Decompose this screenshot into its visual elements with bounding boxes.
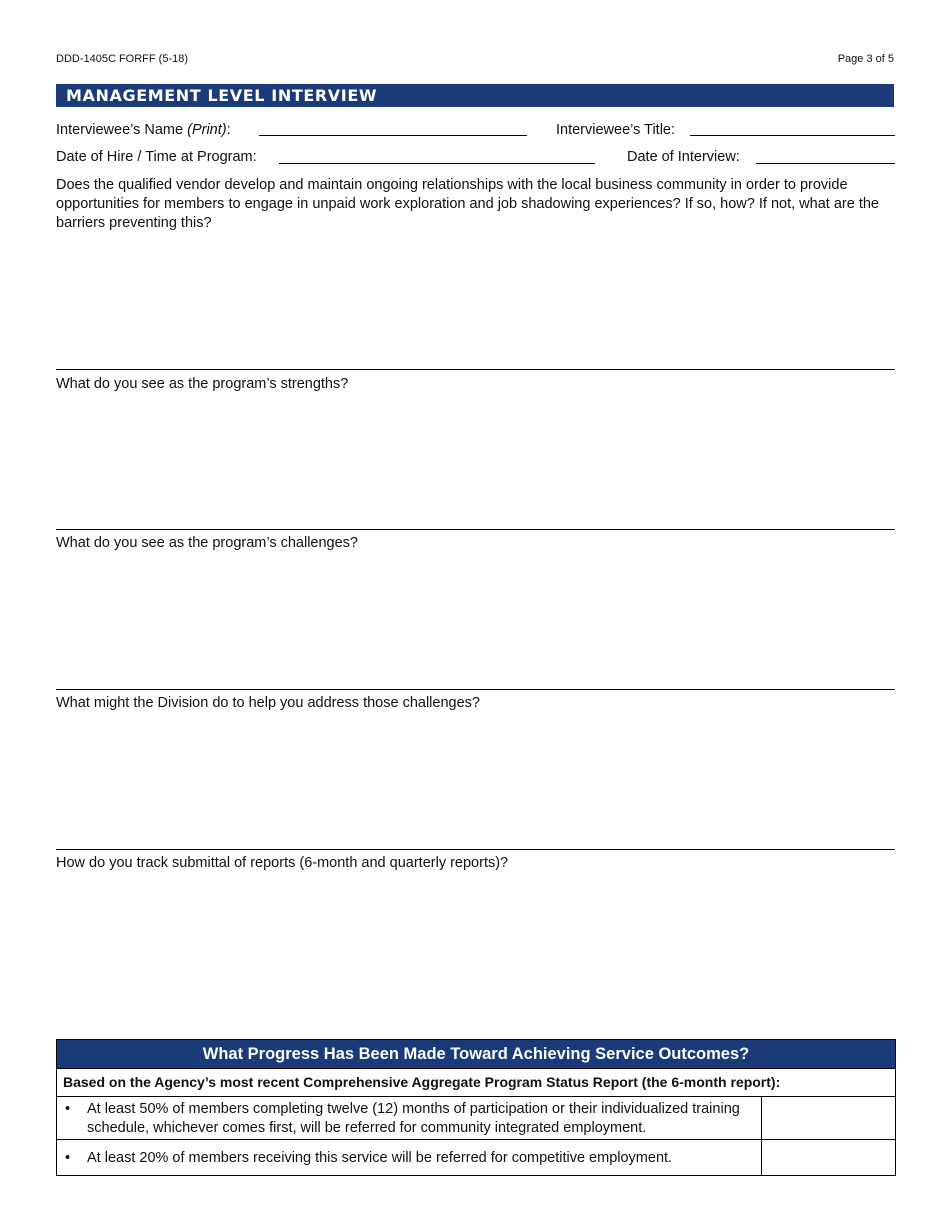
page-number: Page 3 of 5 (837, 53, 894, 65)
answer-area-business-relationships[interactable] (56, 236, 895, 368)
outcome-response-cell[interactable] (762, 1097, 895, 1139)
question-business-relationships: Does the qualified vendor develop and maintain ongoing relationships with the local business community in order to provide opportunities for members to engage in unpaid work exploration and job shadowing experiences? If so, how? If not, what are the barriers preventing this? (56, 177, 879, 231)
divider (56, 529, 895, 530)
answer-area-division-help[interactable] (56, 716, 895, 848)
question-division-help: What might the Division do to help you address those challenges? (56, 695, 480, 711)
outcome-text: At least 20% of members receiving this service will be referred for competitive employment. (87, 1150, 673, 1166)
outcome-item (57, 1140, 762, 1175)
outcomes-subtitle: Based on the Agency’s most recent Comprehensive Aggregate Program Status Report (the 6-month report): (57, 1068, 895, 1096)
interviewee-title-field[interactable] (690, 117, 895, 136)
bullet: • (65, 1101, 71, 1117)
answer-area-strengths[interactable] (56, 396, 895, 528)
table-row (57, 1096, 895, 1139)
answer-area-challenges[interactable] (56, 556, 895, 688)
outcome-response-cell[interactable] (762, 1140, 895, 1175)
date-of-interview-field[interactable] (756, 145, 895, 164)
divider (56, 849, 895, 850)
interviewee-name-field[interactable] (259, 117, 527, 136)
section-title: MANAGEMENT LEVEL INTERVIEW (66, 86, 378, 105)
print-hint: (Print) (187, 122, 227, 138)
interviewee-name-label: Interviewee’s Name (Print): (56, 122, 231, 138)
bullet: • (65, 1150, 71, 1166)
answer-area-report-tracking[interactable] (56, 876, 895, 1026)
question-strengths: What do you see as the program’s strengths? (56, 376, 349, 392)
table-row (57, 1139, 895, 1175)
interviewee-title-label: Interviewee’s Title: (556, 122, 676, 138)
outcome-text: At least 50% of members completing twelve (12) months of participation or their individualized training schedule, whichever comes first, will be referred for community integrated employment. (87, 1101, 740, 1136)
form-id: DDD-1405C FORFF (5-18) (56, 53, 189, 65)
divider (56, 369, 895, 370)
question-challenges: What do you see as the program’s challenges? (56, 535, 358, 551)
date-of-interview-label: Date of Interview: (627, 149, 740, 165)
section-banner (56, 84, 894, 107)
outcome-item (57, 1097, 762, 1139)
service-outcomes-table (56, 1039, 896, 1176)
outcomes-title: What Progress Has Been Made Toward Achieving Service Outcomes? (57, 1040, 895, 1068)
date-of-hire-field[interactable] (279, 145, 595, 164)
divider (56, 689, 895, 690)
date-of-hire-label: Date of Hire / Time at Program: (56, 149, 257, 165)
question-report-tracking: How do you track submittal of reports (6-month and quarterly reports)? (56, 855, 509, 871)
